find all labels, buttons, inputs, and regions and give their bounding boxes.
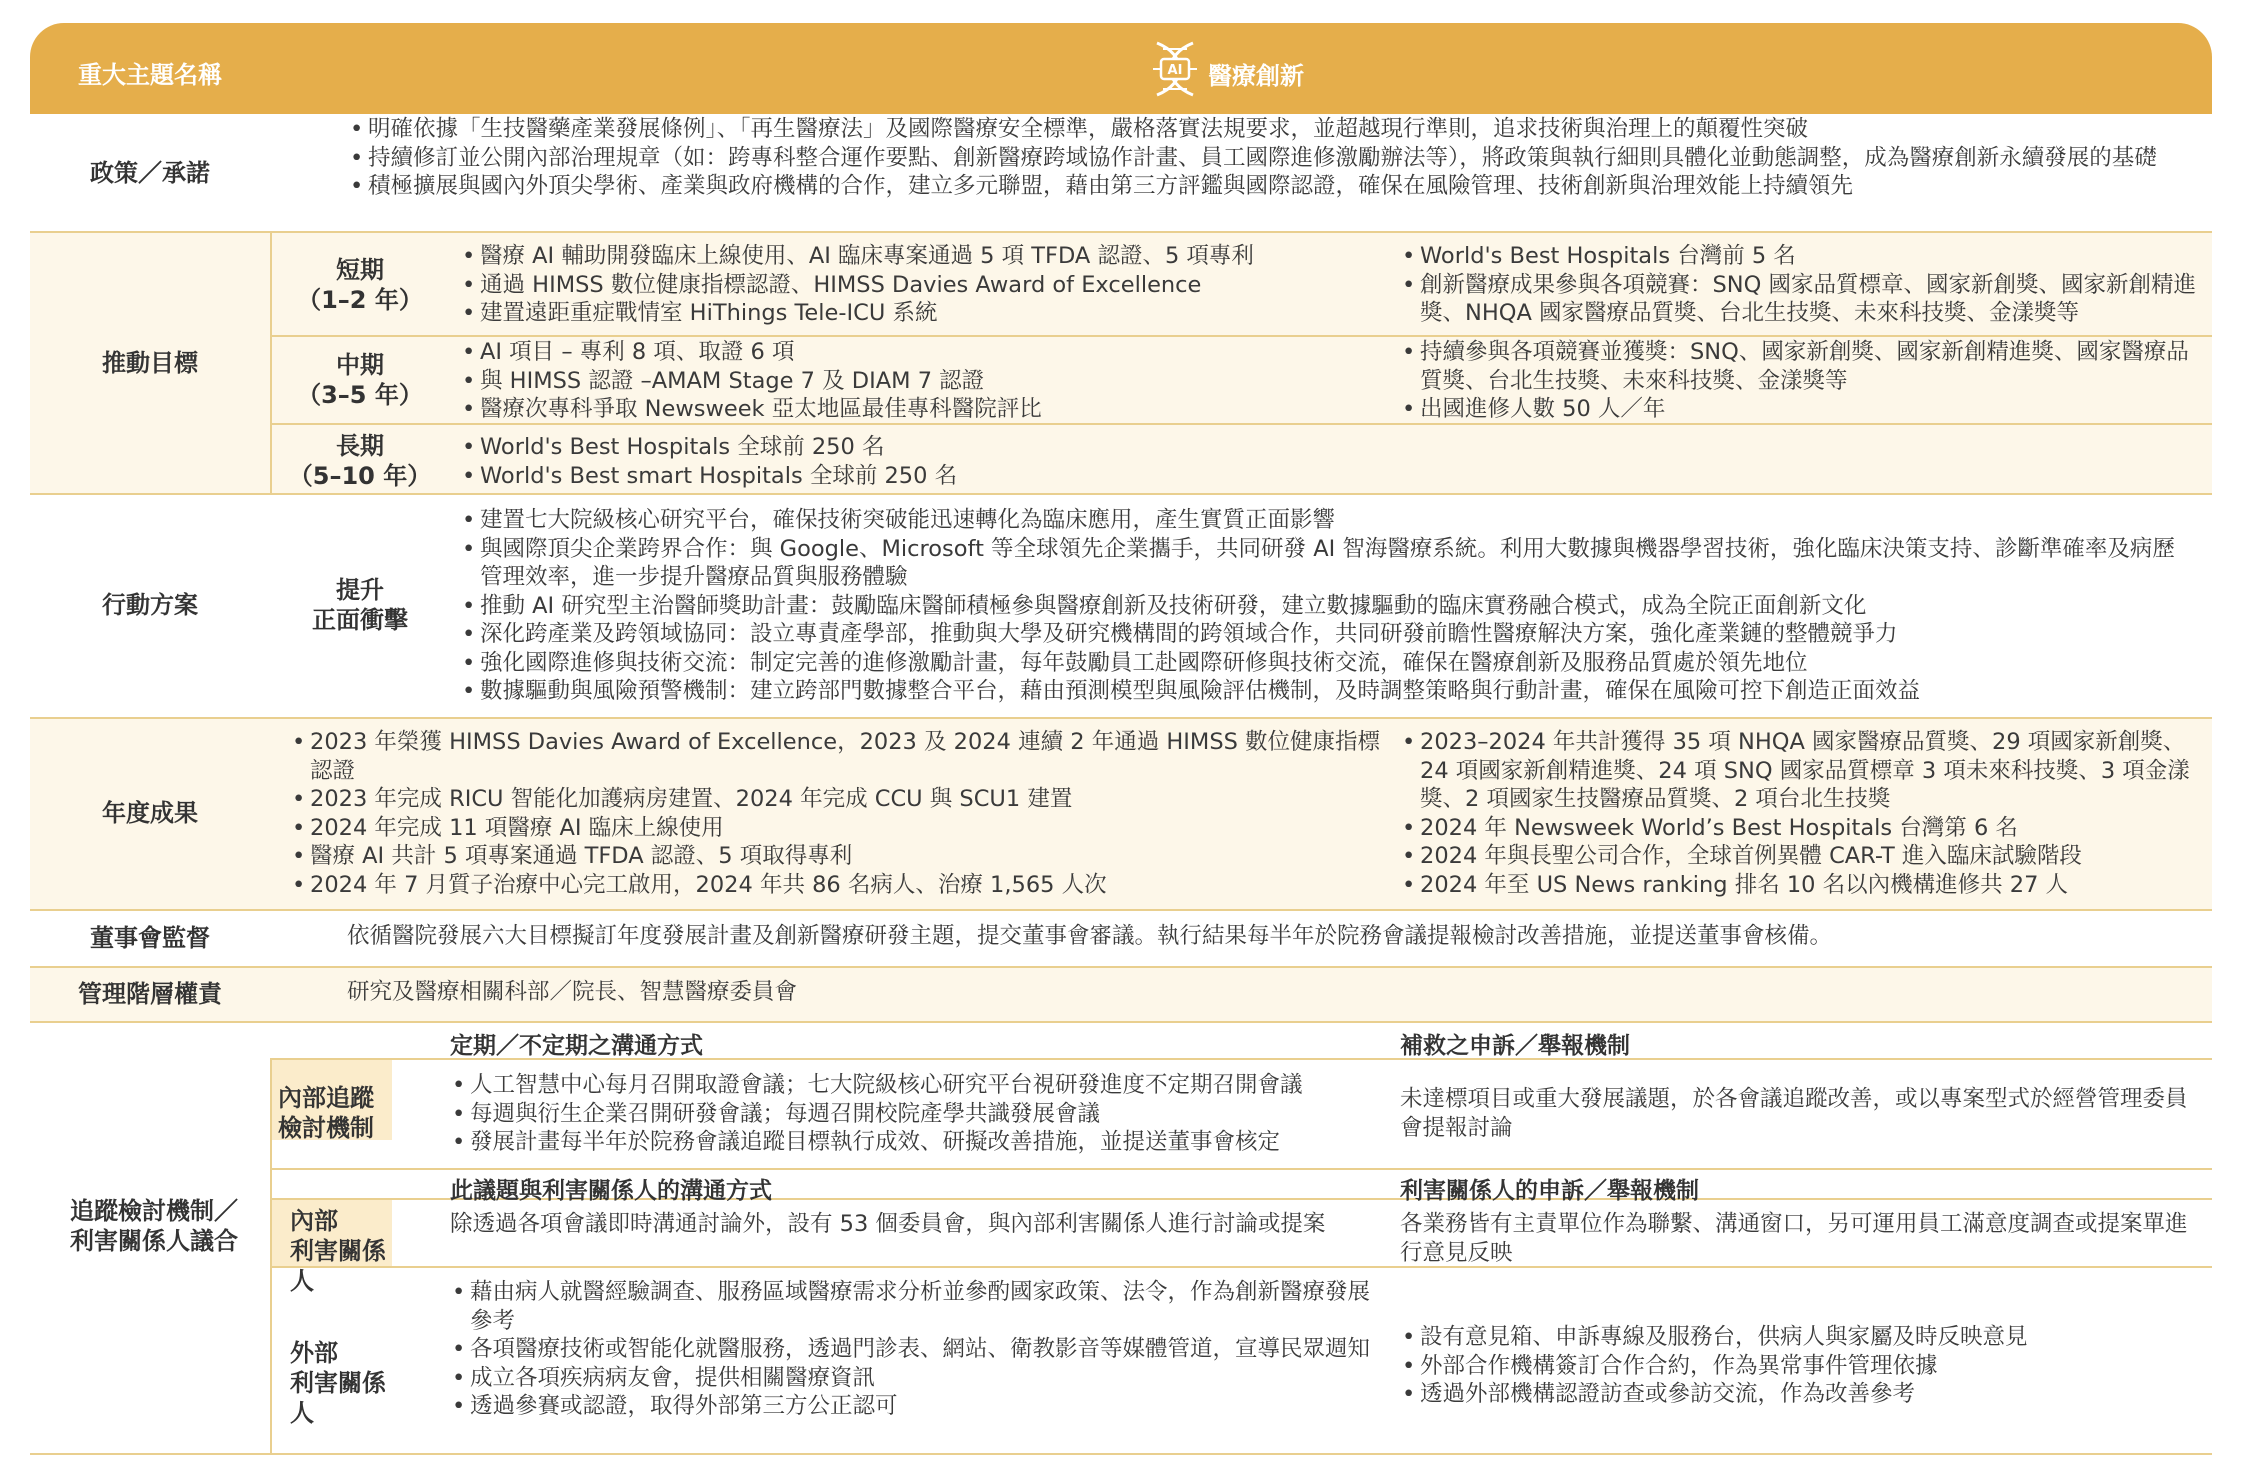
board-label: 董事會監督 bbox=[90, 924, 210, 952]
internal-review-appeal: 未達標項目或重大發展議題，於各會議追蹤改善，或以專案型式於經營管理委員會提報討論 bbox=[1400, 1086, 2188, 1141]
list-item: • 創新醫療成果參與各項競賽：SNQ 國家品質標章、國家新創獎、國家新創精進獎、NHQA 國家醫療品質獎、台北生技獎、未來科技獎、金漾獎等 bbox=[1402, 271, 2202, 328]
divider bbox=[30, 493, 2212, 495]
internal-review-list bbox=[452, 1071, 1372, 1157]
list-item: • 數據驅動與風險預警機制：建立跨部門數據整合平台，藉由預測模型與風險評估機制，及時調整策略與行動計畫，確保在風險可控下創造正面效益 bbox=[462, 677, 2192, 706]
list-item: • 2023 年完成 RICU 智能化加護病房建置、2024 年完成 CCU 與 SCU1 建置 bbox=[292, 785, 1392, 814]
internal-review-title-1: 內部追蹤 bbox=[278, 1084, 374, 1112]
list-item: • 發展計畫每半年於院務會議追蹤目標執行成效、研擬改善措施，並提送董事會核定 bbox=[452, 1128, 1372, 1157]
divider bbox=[30, 717, 2212, 719]
divider bbox=[270, 1058, 272, 1453]
divider bbox=[270, 231, 272, 493]
list-item: • 2024 年至 US News ranking 排名 10 名以內機構進修共 27 人 bbox=[1402, 871, 2202, 900]
list-item: • 透過外部機構認證訪查或參訪交流，作為改善參考 bbox=[1402, 1380, 2202, 1409]
divider bbox=[270, 335, 2212, 337]
tracking-label bbox=[64, 1196, 244, 1256]
list-item: • 出國進修人數 50 人／年 bbox=[1402, 395, 2202, 424]
positive-impact-title-1: 提升 bbox=[336, 576, 384, 604]
external-stake-title-1: 外部 bbox=[290, 1339, 338, 1367]
internal-review-title-2: 檢討機制 bbox=[278, 1114, 374, 1142]
mid-term-years: （3–5 年） bbox=[297, 381, 423, 409]
list-item: • 2023–2024 年共計獲得 35 項 NHQA 國家醫療品質獎、29 項國家新創獎、24 項國家新創精進獎、24 項 SNQ 國家品質標章 3 項未來科技獎、3 項金漾獎、2 項國家生技醫療品質獎、2 項台北生技獎 bbox=[1402, 728, 2202, 814]
ai-dna-icon bbox=[1145, 39, 1205, 99]
list-item: • 透過參賽或認證，取得外部第三方公正認可 bbox=[452, 1392, 1372, 1421]
action-list bbox=[462, 506, 2192, 706]
list-item: • World's Best Hospitals 全球前 250 名 bbox=[462, 433, 1382, 462]
list-item: • AI 項目 – 專利 8 項、取證 6 項 bbox=[462, 338, 1382, 367]
results-label: 年度成果 bbox=[102, 799, 198, 827]
positive-impact-label bbox=[290, 575, 430, 635]
internal-stake-label bbox=[290, 1206, 400, 1296]
list-item: • 醫療次專科爭取 Newsweek 亞太地區最佳專科醫院評比 bbox=[462, 395, 1382, 424]
internal-stake-title-2: 利害關係人 bbox=[290, 1237, 386, 1295]
positive-impact-title-2: 正面衝擊 bbox=[312, 606, 408, 634]
list-item: • 2024 年 7 月質子治療中心完工啟用，2024 年共 86 名病人、治療 1,565 人次 bbox=[292, 871, 1392, 900]
short-goals-right bbox=[1402, 242, 2202, 328]
list-item: • 設有意見箱、申訴專線及服務台，供病人與家屬及時反映意見 bbox=[1402, 1323, 2202, 1352]
tracking-title-1: 追蹤檢討機制／ bbox=[70, 1197, 238, 1225]
list-item: • 2024 年完成 11 項醫療 AI 臨床上線使用 bbox=[292, 814, 1392, 843]
action-label: 行動方案 bbox=[102, 591, 198, 619]
list-item: • 人工智慧中心每月召開取證會議；七大院級核心研究平台視研發進度不定期召開會議 bbox=[452, 1071, 1372, 1100]
list-item: • 醫療 AI 共計 5 項專案通過 TFDA 認證、5 項取得專利 bbox=[292, 842, 1392, 871]
mgmt-label: 管理階層權責 bbox=[78, 980, 222, 1008]
list-item: • 通過 HIMSS 數位健康指標認證、HIMSS Davies Award of Excellence bbox=[462, 271, 1382, 300]
results-left bbox=[292, 728, 1392, 899]
list-item: • 推動 AI 研究型主治醫師獎助計畫：鼓勵臨床醫師積極參與醫療創新及技術研發，建立數據驅動的臨床實務融合模式，成為全院正面創新文化 bbox=[462, 592, 2192, 621]
list-item: • 建置遠距重症戰情室 HiThings Tele-ICU 系統 bbox=[462, 299, 1382, 328]
external-stake-label bbox=[290, 1338, 400, 1428]
divider bbox=[30, 1021, 2212, 1023]
list-item: • 與 HIMSS 認證 –AMAM Stage 7 及 DIAM 7 認證 bbox=[462, 367, 1382, 396]
long-goals-left bbox=[462, 433, 1382, 490]
short-term-title: 短期 bbox=[336, 256, 384, 284]
long-term-years: （5–10 年） bbox=[288, 462, 432, 490]
list-item: • 持續修訂並公開內部治理規章（如：跨專科整合運作要點、創新醫療跨域協作計畫、員工國際進修激勵辦法等），將政策與執行細則具體化並動態調整，成為醫療創新永續發展的基礎 bbox=[350, 144, 2180, 173]
long-term-title: 長期 bbox=[336, 432, 384, 460]
list-item: • 強化國際進修與技術交流：制定完善的進修激勵計畫，每年鼓勵員工赴國際研修與技術交流，確保在醫療創新及服務品質處於領先地位 bbox=[462, 649, 2192, 678]
appeal-heading: 補救之申訴／舉報機制 bbox=[1400, 1033, 1630, 1059]
list-item: • 與國際頂尖企業跨界合作：與 Google、Microsoft 等全球領先企業攜手，共同研發 AI 智海醫療系統。利用大數據與機器學習技術，強化臨床決策支持、診斷準確率及病歷管理效率，進一步提升醫療品質與服務體驗 bbox=[462, 535, 2192, 592]
external-stake-appeal bbox=[1402, 1323, 2202, 1409]
mid-goals-left bbox=[462, 338, 1382, 424]
list-item: • 外部合作機構簽訂合作合約，作為異常事件管理依據 bbox=[1402, 1352, 2202, 1381]
divider bbox=[270, 1168, 2212, 1170]
list-item: • World's Best Hospitals 台灣前 5 名 bbox=[1402, 242, 2202, 271]
mid-term-title: 中期 bbox=[336, 351, 384, 379]
internal-stake-appeal: 各業務皆有主責單位作為聯繫、溝通窗口，另可運用員工滿意度調查或提案單進行意見反映 bbox=[1400, 1211, 2188, 1266]
list-item: • 醫療 AI 輔助開發臨床上線使用、AI 臨床專案通過 5 項 TFDA 認證、5 項專利 bbox=[462, 242, 1382, 271]
list-item: • 2024 年 Newsweek World’s Best Hospitals 台灣第 6 名 bbox=[1402, 814, 2202, 843]
list-item: • 2024 年與長聖公司合作，全球首例異體 CAR-T 進入臨床試驗階段 bbox=[1402, 842, 2202, 871]
topic-name-header-label: 重大主題名稱 bbox=[78, 61, 222, 89]
list-item: • 深化跨產業及跨領域協同：設立專責產學部，推動與大學及研究機構間的跨領域合作，共同研發前瞻性醫療解決方案，強化產業鏈的整體競爭力 bbox=[462, 620, 2192, 649]
policy-label: 政策／承諾 bbox=[90, 159, 210, 187]
internal-review-label bbox=[278, 1083, 388, 1143]
list-item: • 建置七大院級核心研究平台，確保技術突破能迅速轉化為臨床應用，產生實質正面影響 bbox=[462, 506, 2192, 535]
policy-list bbox=[350, 115, 2180, 201]
short-goals-left bbox=[462, 242, 1382, 328]
table-header bbox=[30, 23, 2212, 114]
divider bbox=[30, 231, 2212, 233]
list-item: • 藉由病人就醫經驗調查、服務區域醫療需求分析並參酌國家政策、法令，作為創新醫療發展參考 bbox=[452, 1278, 1372, 1335]
divider bbox=[30, 1453, 2212, 1455]
short-term-years: （1–2 年） bbox=[297, 286, 423, 314]
external-stake-title-2: 利害關係人 bbox=[290, 1369, 386, 1427]
list-item: • 2023 年榮獲 HIMSS Davies Award of Excellence，2023 及 2024 連續 2 年通過 HIMSS 數位健康指標認證 bbox=[292, 728, 1392, 785]
stake-appeal-heading: 利害關係人的申訴／舉報機制 bbox=[1400, 1178, 1699, 1204]
list-item: • 成立各項疾病病友會，提供相關醫療資訊 bbox=[452, 1364, 1372, 1393]
topic-name: 醫療創新 bbox=[1208, 62, 1304, 90]
long-term-label bbox=[280, 431, 440, 491]
list-item: • 明確依據「生技醫藥產業發展條例」、「再生醫療法」及國際醫療安全標準，嚴格落實法規要求，並超越現行準則，追求技術與治理上的顛覆性突破 bbox=[350, 115, 2180, 144]
list-item: • 積極擴展與國內外頂尖學術、產業與政府機構的合作，建立多元聯盟，藉由第三方評鑑與國際認證，確保在風險管理、技術創新與治理效能上持續領先 bbox=[350, 172, 2180, 201]
list-item: • 各項醫療技術或智能化就醫服務，透過門診表、網站、衛教影音等媒體管道，宣導民眾週知 bbox=[452, 1335, 1372, 1364]
divider bbox=[30, 909, 2212, 911]
internal-stake-comm: 除透過各項會議即時溝通討論外，設有 53 個委員會，與內部利害關係人進行討論或提案 bbox=[450, 1211, 1326, 1237]
list-item: • 每週與衍生企業召開研發會議；每週召開校院產學共識發展會議 bbox=[452, 1100, 1372, 1129]
mid-goals-right bbox=[1402, 338, 2202, 424]
goals-label: 推動目標 bbox=[102, 349, 198, 377]
svg-text:AI: AI bbox=[1167, 63, 1183, 78]
internal-stake-title-1: 內部 bbox=[290, 1207, 338, 1235]
comm-heading: 定期／不定期之溝通方式 bbox=[450, 1033, 703, 1059]
divider bbox=[30, 966, 2212, 968]
short-term-label bbox=[280, 255, 440, 315]
stake-comm-heading: 此議題與利害關係人的溝通方式 bbox=[450, 1178, 772, 1204]
list-item: • 持續參與各項競賽並獲獎：SNQ、國家新創獎、國家新創精進獎、國家醫療品質獎、台北生技獎、未來科技獎、金漾獎等 bbox=[1402, 338, 2202, 395]
list-item: • World's Best smart Hospitals 全球前 250 名 bbox=[462, 462, 1382, 491]
external-stake-comm bbox=[452, 1278, 1372, 1421]
mid-term-label bbox=[280, 350, 440, 410]
tracking-title-2: 利害關係人議合 bbox=[70, 1227, 238, 1255]
mgmt-text: 研究及醫療相關科部／院長、智慧醫療委員會 bbox=[347, 979, 798, 1005]
board-text: 依循醫院發展六大目標擬訂年度發展計畫及創新醫療研發主題，提交董事會審議。執行結果每半年於院務會議提報檢討改善措施，並提送董事會核備。 bbox=[347, 923, 1833, 949]
results-right bbox=[1402, 728, 2202, 899]
